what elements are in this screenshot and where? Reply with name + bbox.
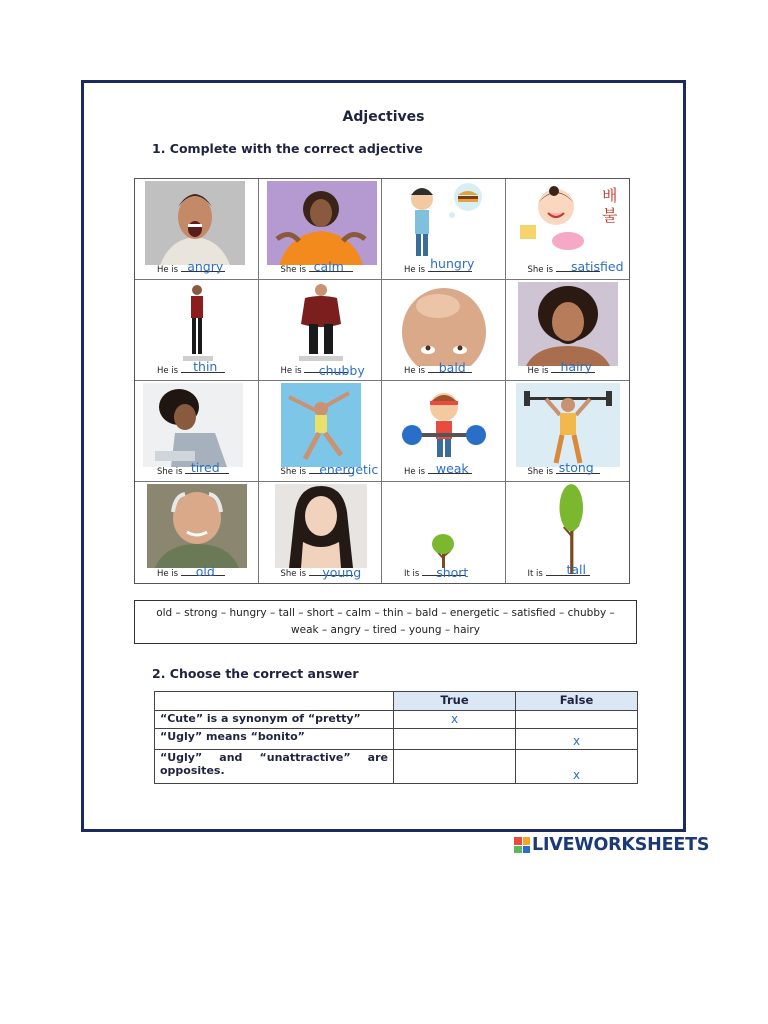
- cell-caption: She is: [506, 263, 630, 277]
- grid-cell: [259, 482, 383, 583]
- cell-caption: It is: [506, 567, 630, 581]
- page-title: Adjectives: [342, 109, 425, 125]
- table-row: [155, 711, 638, 729]
- grid-cell: [506, 179, 630, 280]
- answer-text[interactable]: chubby: [318, 363, 365, 378]
- answer-text[interactable]: young: [322, 565, 362, 580]
- table-row: [155, 750, 638, 784]
- false-answer[interactable]: [516, 711, 638, 729]
- grid-cell: [382, 179, 506, 280]
- grid-cell: [382, 482, 506, 583]
- answer-text[interactable]: weak: [435, 461, 469, 476]
- answer-text[interactable]: thin: [193, 359, 218, 374]
- table-row: [155, 729, 638, 750]
- table-header-true: True: [394, 692, 516, 711]
- weak-boy-illustration: [382, 381, 506, 467]
- svg-text:배: 배: [601, 186, 617, 205]
- cell-caption: He is: [382, 465, 505, 479]
- tall-tree-illustration: [506, 482, 630, 574]
- tired-woman-photo: [135, 381, 259, 467]
- picture-grid: [134, 178, 630, 584]
- grid-cell: [382, 280, 506, 381]
- table-header-row: [155, 692, 638, 711]
- true-answer[interactable]: x: [394, 711, 516, 729]
- table-header-blank: [155, 692, 394, 711]
- cell-caption: He is: [135, 263, 258, 277]
- strong-woman-illustration: [506, 381, 630, 467]
- table-header-false: False: [516, 692, 638, 711]
- young-woman-photo: [259, 482, 383, 568]
- true-false-table: [154, 691, 638, 784]
- calm-woman-photo: [259, 179, 383, 265]
- answer-text[interactable]: old: [195, 564, 215, 579]
- true-answer[interactable]: [394, 750, 516, 784]
- cell-caption: He is: [382, 263, 505, 277]
- word-bank-line-2: weak – angry – tired – young – hairy: [291, 624, 480, 636]
- satisfied-girl-illustration: [506, 179, 630, 265]
- grid-cell: [506, 381, 630, 482]
- svg-text:불: 불: [601, 206, 617, 225]
- word-bank-line-1: old – strong – hungry – tall – short – calm – thin – bald – energetic – satisfied – chubby –: [156, 607, 615, 619]
- cell-caption: He is: [135, 364, 258, 378]
- statement-line-1: “Ugly” and “unattractive” are: [160, 751, 388, 764]
- answer-text[interactable]: bald: [438, 360, 466, 375]
- grid-cell: [259, 381, 383, 482]
- cell-caption: She is: [135, 465, 258, 479]
- cell-caption: He is: [506, 364, 630, 378]
- grid-cell: [259, 179, 383, 280]
- energetic-woman-photo: [259, 381, 383, 467]
- word-bank: [134, 600, 637, 644]
- false-answer[interactable]: x: [516, 729, 638, 750]
- logo-text: LIVEWORKSHEETS: [532, 835, 710, 855]
- statement: “Cute” is a synonym of “pretty”: [155, 711, 394, 729]
- answer-text[interactable]: hungry: [430, 256, 475, 271]
- thin-man-photo: [135, 280, 259, 366]
- cell-caption: He is: [135, 567, 258, 581]
- section-1-title: 1. Complete with the correct adjective: [152, 141, 423, 156]
- grid-cell: [135, 381, 259, 482]
- statement: “Ugly” means “bonito”: [155, 729, 394, 750]
- false-answer[interactable]: x: [516, 750, 638, 784]
- answer-text[interactable]: hairy: [560, 359, 593, 374]
- bald-man-photo: [382, 280, 506, 366]
- true-answer[interactable]: [394, 729, 516, 750]
- cell-caption: She is: [259, 263, 382, 277]
- liveworksheets-logo: [514, 834, 709, 856]
- grid-cell: [135, 280, 259, 381]
- angry-man-photo: [135, 179, 259, 265]
- grid-cell: [135, 179, 259, 280]
- answer-text[interactable]: short: [436, 565, 469, 580]
- liveworksheets-logo-icon: [514, 837, 530, 853]
- section-2-title: 2. Choose the correct answer: [152, 666, 359, 681]
- cell-caption: She is: [506, 465, 630, 479]
- cell-caption: He is: [259, 364, 382, 378]
- hungry-boy-illustration: [382, 179, 506, 265]
- grid-cell: [259, 280, 383, 381]
- worksheet: [81, 80, 686, 832]
- answer-text[interactable]: calm: [313, 259, 344, 274]
- short-tree-illustration: [382, 482, 506, 568]
- grid-cell: [382, 381, 506, 482]
- grid-cell: [135, 482, 259, 583]
- answer-text[interactable]: energetic: [319, 462, 379, 477]
- grid-cell: [506, 280, 630, 381]
- chubby-man-photo: [259, 280, 383, 366]
- cell-caption: She is: [259, 567, 382, 581]
- statement-line-2: opposites.: [160, 764, 225, 777]
- grid-cell: [506, 482, 630, 583]
- hairy-man-photo: [506, 280, 630, 366]
- cell-caption: He is: [382, 364, 505, 378]
- answer-text[interactable]: tall: [566, 562, 586, 577]
- answer-text[interactable]: angry: [187, 259, 224, 274]
- cell-caption: It is: [382, 567, 505, 581]
- cell-caption: She is: [259, 465, 382, 479]
- answer-text[interactable]: stong: [558, 460, 594, 475]
- old-man-photo: [135, 482, 259, 568]
- answer-text[interactable]: satisfied: [570, 259, 624, 274]
- answer-text[interactable]: tired: [190, 460, 220, 475]
- statement: [155, 750, 394, 784]
